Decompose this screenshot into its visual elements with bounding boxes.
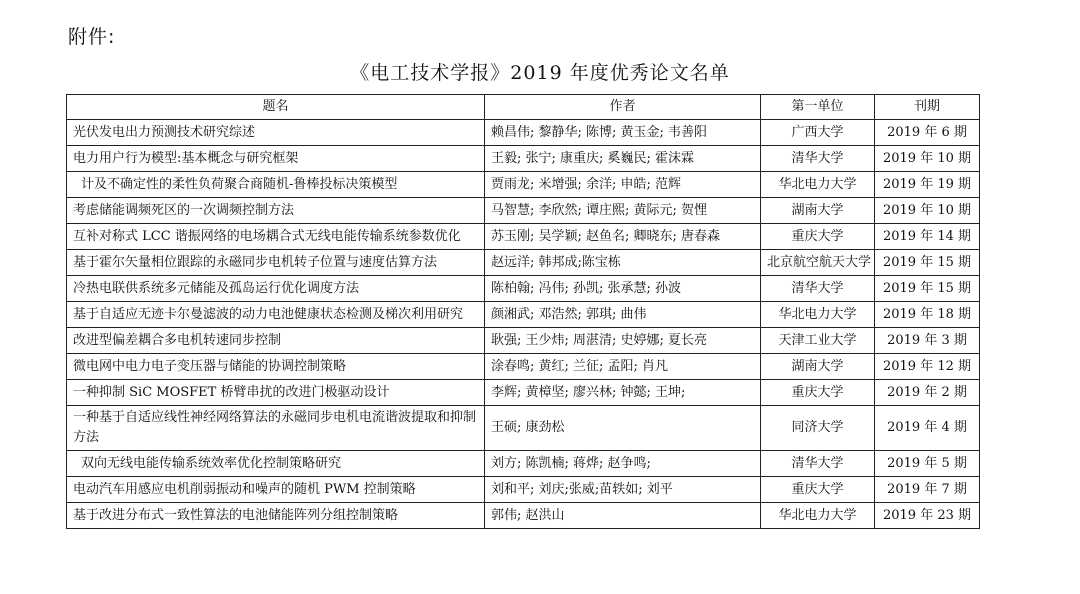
paper-unit: 清华大学 <box>761 276 875 302</box>
paper-unit: 同济大学 <box>761 406 875 451</box>
paper-unit: 重庆大学 <box>761 380 875 406</box>
paper-issue: 2019 年 15 期 <box>875 276 980 302</box>
paper-title: 基于霍尔矢量相位跟踪的永磁同步电机转子位置与速度估算方法 <box>67 250 485 276</box>
paper-unit: 重庆大学 <box>761 224 875 250</box>
paper-unit: 天津工业大学 <box>761 328 875 354</box>
paper-authors: 李辉; 黄樟坚; 廖兴林; 钟懿; 王坤; <box>485 380 761 406</box>
table-row <box>67 302 980 328</box>
award-list-table <box>66 94 980 529</box>
table-row <box>67 451 980 477</box>
paper-title: 互补对称式 LCC 谐振网络的电场耦合式无线电能传输系统参数优化 <box>67 224 485 250</box>
table-row <box>67 276 980 302</box>
paper-authors: 陈柏翰; 冯伟; 孙凯; 张承慧; 孙波 <box>485 276 761 302</box>
paper-unit: 湖南大学 <box>761 354 875 380</box>
paper-issue: 2019 年 7 期 <box>875 477 980 503</box>
table-row <box>67 172 980 198</box>
paper-title: 计及不确定性的柔性负荷聚合商随机-鲁棒投标决策模型 <box>67 172 485 198</box>
paper-unit: 华北电力大学 <box>761 172 875 198</box>
table-header-row <box>67 95 980 120</box>
paper-title: 冷热电联供系统多元储能及孤岛运行优化调度方法 <box>67 276 485 302</box>
paper-authors: 赖昌伟; 黎静华; 陈博; 黄玉金; 韦善阳 <box>485 120 761 146</box>
paper-authors: 马智慧; 李欣然; 谭庄熙; 黄际元; 贺悝 <box>485 198 761 224</box>
paper-issue: 2019 年 12 期 <box>875 354 980 380</box>
paper-authors: 颜湘武; 邓浩然; 郭琪; 曲伟 <box>485 302 761 328</box>
table-row <box>67 354 980 380</box>
paper-title: 光伏发电出力预测技术研究综述 <box>67 120 485 146</box>
paper-authors: 涂春鸣; 黄红; 兰征; 孟阳; 肖凡 <box>485 354 761 380</box>
header-title: 题名 <box>67 95 485 120</box>
paper-authors: 王毅; 张宁; 康重庆; 奚巍民; 霍沫霖 <box>485 146 761 172</box>
paper-issue: 2019 年 14 期 <box>875 224 980 250</box>
paper-unit: 湖南大学 <box>761 198 875 224</box>
paper-authors: 贾雨龙; 米增强; 余洋; 申皓; 范辉 <box>485 172 761 198</box>
paper-authors: 王硕; 康劲松 <box>485 406 761 451</box>
paper-authors: 苏玉刚; 吴学颖; 赵鱼名; 卿晓东; 唐春森 <box>485 224 761 250</box>
paper-unit: 重庆大学 <box>761 477 875 503</box>
paper-authors: 耿强; 王少炜; 周湛清; 史婷娜; 夏长亮 <box>485 328 761 354</box>
paper-issue: 2019 年 23 期 <box>875 503 980 529</box>
paper-authors: 刘方; 陈凯楠; 蒋烨; 赵争鸣; <box>485 451 761 477</box>
paper-unit: 清华大学 <box>761 146 875 172</box>
table-row <box>67 503 980 529</box>
table-row <box>67 250 980 276</box>
table-row <box>67 120 980 146</box>
paper-issue: 2019 年 4 期 <box>875 406 980 451</box>
paper-issue: 2019 年 2 期 <box>875 380 980 406</box>
paper-issue: 2019 年 3 期 <box>875 328 980 354</box>
paper-title: 考虑储能调频死区的一次调频控制方法 <box>67 198 485 224</box>
header-issue: 刊期 <box>875 95 980 120</box>
paper-unit: 华北电力大学 <box>761 503 875 529</box>
paper-issue: 2019 年 10 期 <box>875 146 980 172</box>
table-row <box>67 380 980 406</box>
header-unit: 第一单位 <box>761 95 875 120</box>
paper-authors: 郭伟; 赵洪山 <box>485 503 761 529</box>
table-row <box>67 198 980 224</box>
header-authors: 作者 <box>485 95 761 120</box>
paper-authors: 刘和平; 刘庆;张威;苗轶如; 刘平 <box>485 477 761 503</box>
paper-issue: 2019 年 19 期 <box>875 172 980 198</box>
paper-unit: 广西大学 <box>761 120 875 146</box>
paper-title: 一种基于自适应线性神经网络算法的永磁同步电机电流谐波提取和抑制方法 <box>67 406 485 451</box>
table-row <box>67 328 980 354</box>
paper-title: 一种抑制 SiC MOSFET 桥臂串扰的改进门极驱动设计 <box>67 380 485 406</box>
paper-title: 电力用户行为模型:基本概念与研究框架 <box>67 146 485 172</box>
paper-issue: 2019 年 6 期 <box>875 120 980 146</box>
paper-unit: 华北电力大学 <box>761 302 875 328</box>
table-row <box>67 477 980 503</box>
paper-title: 基于改进分布式一致性算法的电池储能阵列分组控制策略 <box>67 503 485 529</box>
paper-unit: 北京航空航天大学 <box>761 250 875 276</box>
paper-issue: 2019 年 15 期 <box>875 250 980 276</box>
paper-authors: 赵远洋; 韩邦成;陈宝栋 <box>485 250 761 276</box>
attachment-label: 附件: <box>68 26 116 48</box>
paper-title: 基于自适应无迹卡尔曼滤波的动力电池健康状态检测及梯次利用研究 <box>67 302 485 328</box>
paper-title: 电动汽车用感应电机削弱振动和噪声的随机 PWM 控制策略 <box>67 477 485 503</box>
table-row <box>67 406 980 451</box>
table-row <box>67 224 980 250</box>
paper-issue: 2019 年 5 期 <box>875 451 980 477</box>
table-row <box>67 146 980 172</box>
paper-title: 改进型偏差耦合多电机转速同步控制 <box>67 328 485 354</box>
paper-title: 双向无线电能传输系统效率优化控制策略研究 <box>67 451 485 477</box>
paper-issue: 2019 年 10 期 <box>875 198 980 224</box>
paper-title: 微电网中电力电子变压器与储能的协调控制策略 <box>67 354 485 380</box>
paper-unit: 清华大学 <box>761 451 875 477</box>
paper-issue: 2019 年 18 期 <box>875 302 980 328</box>
document-title: 《电工技术学报》2019 年度优秀论文名单 <box>350 62 730 84</box>
